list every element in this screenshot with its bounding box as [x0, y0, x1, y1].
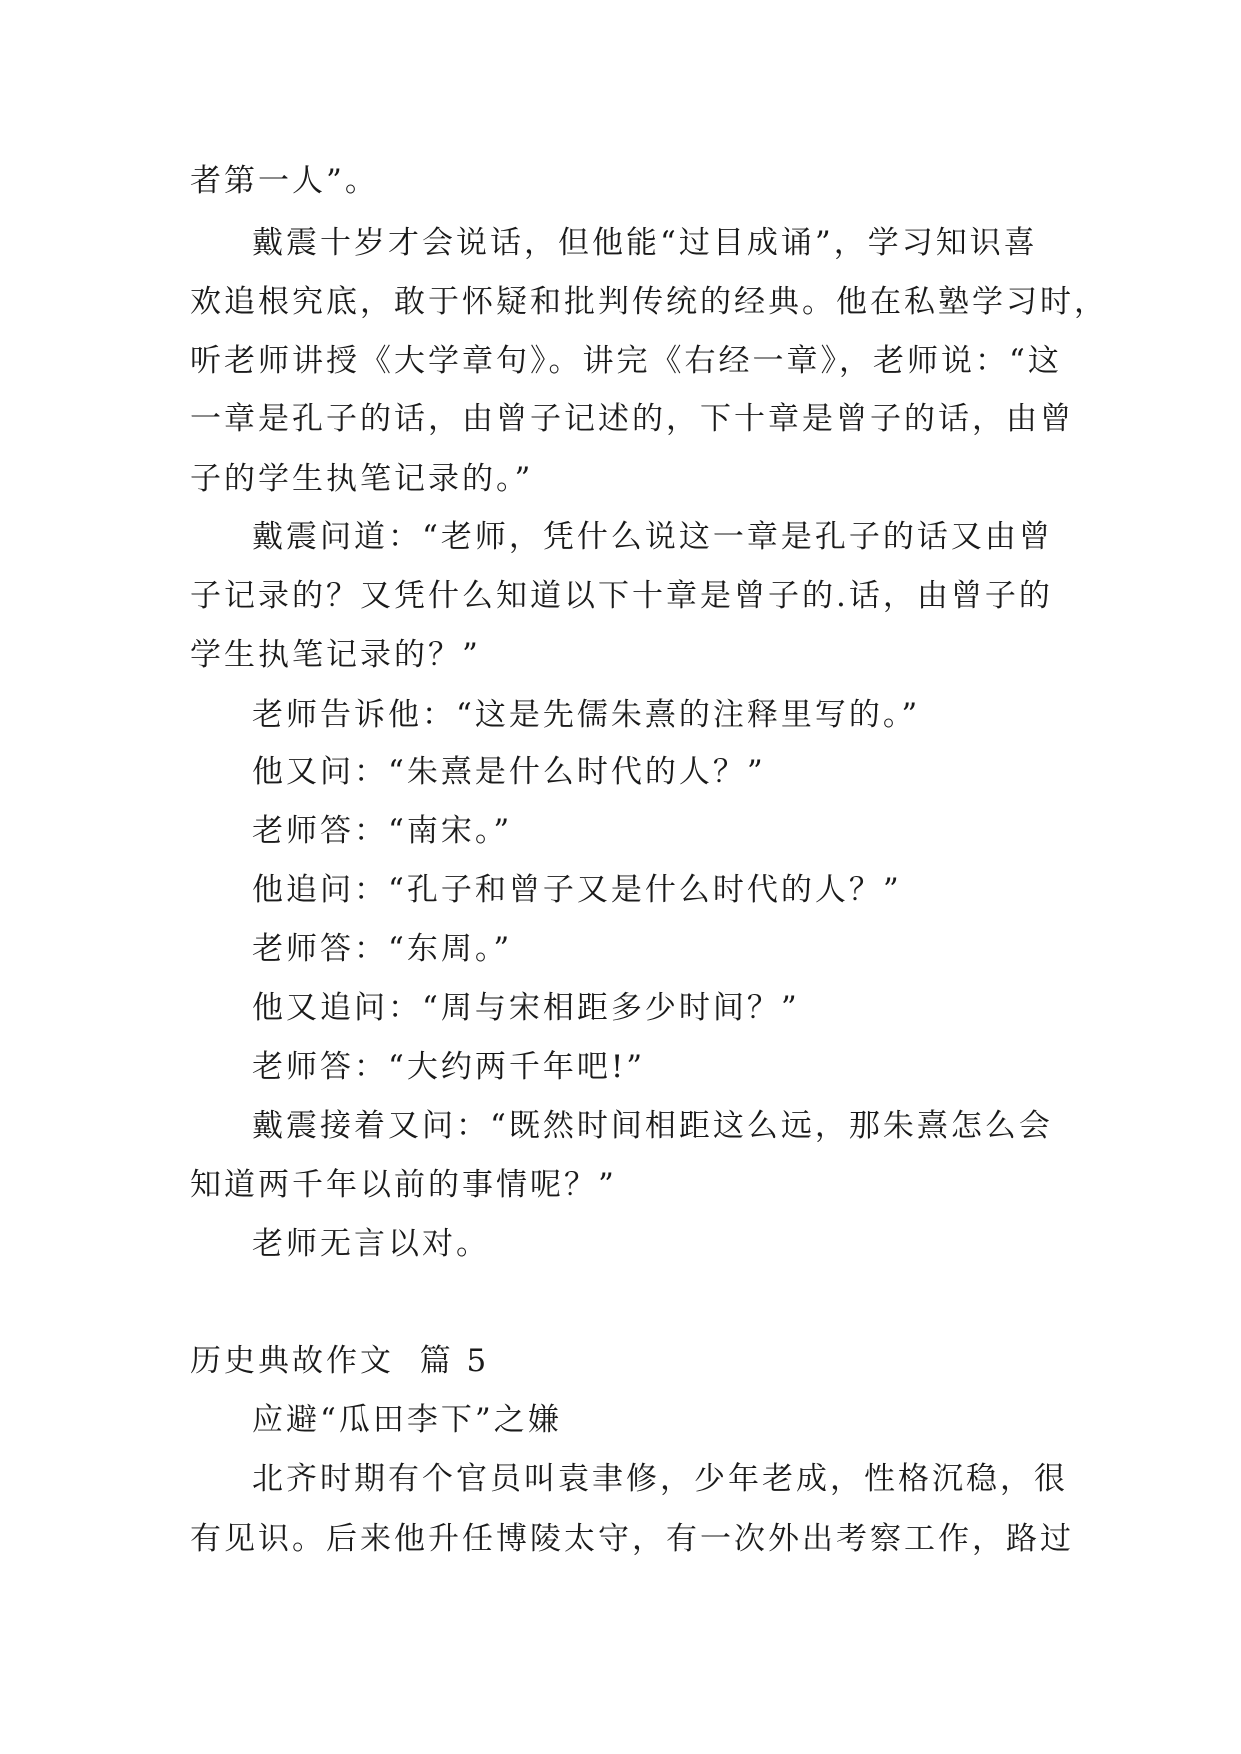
story-title: 应避“瓜田李下”之嫌 [252, 1402, 562, 1438]
paragraph-line: 老师答：“大约两千年吧!” [252, 1049, 646, 1085]
section-heading: 历史典故作文 篇 5 [190, 1343, 490, 1379]
paragraph-line: 他又追问：“周与宋相距多少时间？” [252, 990, 800, 1026]
paragraph-line: 听老师讲授《大学章句》。讲完《右经一章》，老师说：“这 [190, 343, 1062, 379]
paragraph-line: 有见识。后来他升任博陵太守，有一次外出考察工作，路过 [190, 1521, 1074, 1557]
paragraph-line: 欢追根究底，敢于怀疑和批判传统的经典。他在私塾学习时， [190, 284, 1108, 320]
paragraph-line: 戴震十岁才会说话，但他能“过目成诵”，学习知识喜 [252, 225, 1038, 261]
paragraph-line: 他又问：“朱熹是什么时代的人？” [252, 754, 766, 790]
paragraph-line: 戴震接着又问：“既然时间相距这么远，那朱熹怎么会 [252, 1108, 1053, 1144]
paragraph-line: 者第一人”。 [190, 163, 379, 199]
paragraph-line: 老师答：“南宋。” [252, 813, 513, 849]
paragraph-line: 戴震问道：“老师，凭什么说这一章是孔子的话又由曾 [252, 519, 1053, 555]
paragraph-line: 老师无言以对。 [252, 1226, 490, 1262]
paragraph-line: 老师答：“东周。” [252, 931, 513, 967]
paragraph-line: 老师告诉他：“这是先儒朱熹的注释里写的。” [252, 697, 921, 733]
paragraph-line: 一章是孔子的话，由曾子记述的，下十章是曾子的话，由曾 [190, 401, 1074, 437]
paragraph-line: 学生执笔记录的？” [190, 637, 481, 673]
paragraph-line: 北齐时期有个官员叫袁聿修，少年老成，性格沉稳，很 [252, 1461, 1068, 1497]
paragraph-line: 知道两千年以前的事情呢？” [190, 1167, 617, 1203]
paragraph-line: 他追问：“孔子和曾子又是什么时代的人？” [252, 872, 902, 908]
paragraph-line: 子的学生执笔记录的。” [190, 461, 534, 497]
paragraph-line: 子记录的？又凭什么知道以下十章是曾子的.话，由曾子的 [190, 578, 1053, 614]
